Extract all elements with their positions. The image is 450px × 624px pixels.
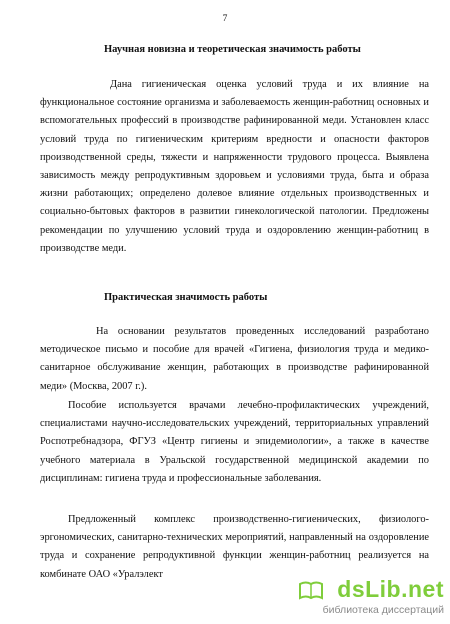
novelty-paragraph: Дана гигиеническая оценка условий труда и их влияние на функциональное состояние организма и заболеваемость женщин-работниц основных и вспомогательных профессий в производстве рафинированной меди. Установлен класс условий труда по гигиеническим критериям вредности и опасности факторов производственной среды, тяжести и напряженности трудового процесса. Выявлена зависимость между репродуктивным здоровьем и условиями труда, быта и образа жизни работающих; определено долевое влияние отдельных производственных и социально-бытовых факторов в развитии гинекологической патологии. Предложены рекомендации по улучшению условий труда и оздоровлению женщин-работниц в производстве меди. <box>40 79 429 254</box>
watermark <box>268 576 444 620</box>
watermark-tagline: библиотека диссертаций <box>322 604 444 616</box>
page-number: 7 <box>222 14 228 24</box>
section-heading-novelty: Научная новизна и теоретическая значимость работы <box>104 44 361 55</box>
watermark-logo: dsLib.net <box>337 576 444 602</box>
section-heading-practical: Практическая значимость работы <box>104 292 268 303</box>
practical-paragraph-3: Предложенный комплекс производственно-гигиенических, физиолого-эргономических, санитарно-технических мероприятий, направленный на оздоровление труда и сохранение репродуктивной функции женщин-работниц реализуется на комбинате ОАО «Уралэлект <box>40 514 429 580</box>
practical-paragraph-2: Пособие используется врачами лечебно-профилактических учреждений, специалистами научно-исследовательских учреждений, территориальных управлений Роспотребнадзора, ФГУЗ «Центр гигиены и эпидемиологии», а также в качестве учебного материала в Уральской государственной медицинской академии по дисциплинам: гигиена труда и профессиональные заболевания. <box>40 400 429 484</box>
practical-paragraph-1: На основании результатов проведенных исследований разработано методическое письмо и пособие для врачей «Гигиена, физиология труда и медико-санитарное обслуживание женщин, работающих в производстве рафинированной меди» (Москва, 2007 г.). <box>40 326 429 392</box>
